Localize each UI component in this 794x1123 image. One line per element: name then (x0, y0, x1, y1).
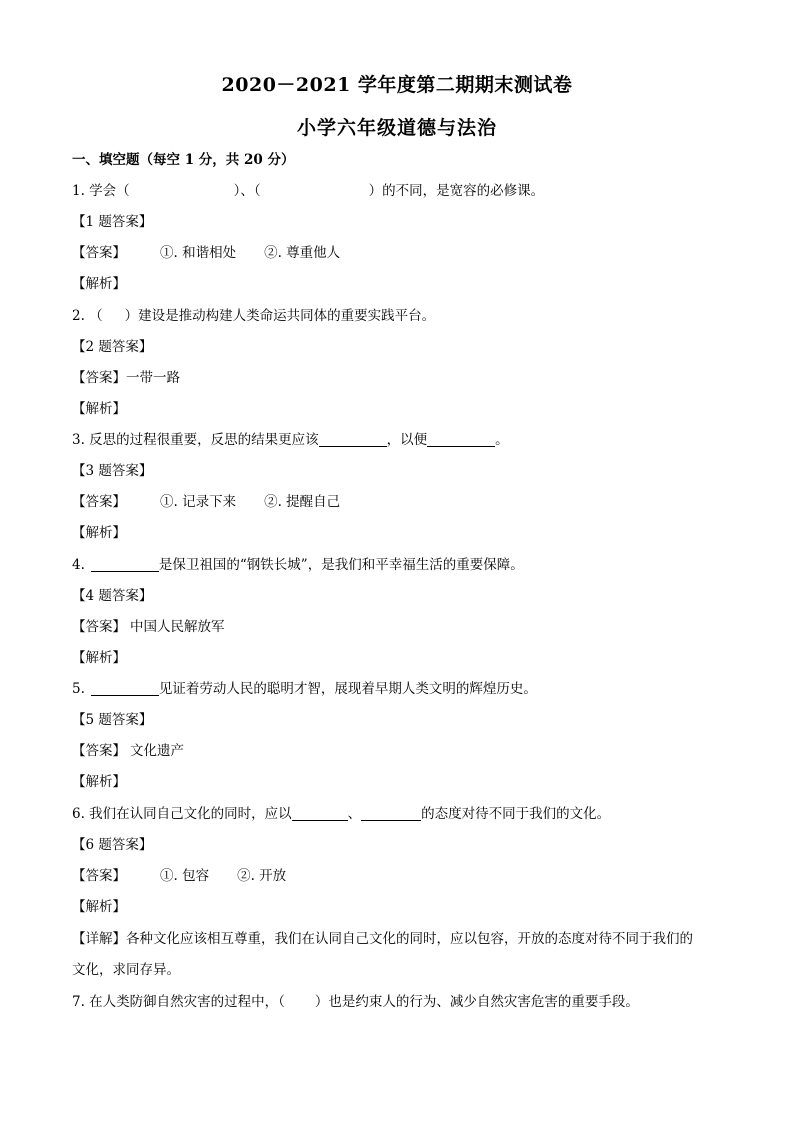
question-text: 、 (347, 806, 362, 822)
answer-key-heading: 【6 题答案】 (72, 837, 153, 853)
page-title: 2020－2021 学年度第二期期末测试卷 (221, 74, 573, 96)
answer-item: 文化遗产 (130, 743, 184, 759)
blank-line (91, 556, 159, 572)
question-7 (72, 992, 639, 1012)
analysis-heading: 【解析】 (72, 525, 126, 541)
answer-label: 【答案】 (72, 868, 126, 884)
answer-key-heading: 【1 题答案】 (72, 214, 153, 230)
answer-item: 一带一路 (126, 370, 180, 386)
question-text: 见证着劳动人民的聪明才智，展现着早期人类文明的辉煌历史。 (158, 681, 537, 697)
answer-item: ①. 记录下来 (160, 494, 237, 510)
question-6 (72, 804, 610, 824)
answer-line (72, 368, 180, 388)
question-text: 。 (495, 432, 509, 448)
answer-item: ②. 尊重他人 (264, 245, 341, 261)
blank-line (427, 431, 495, 447)
question-text: 1. 学会（ (72, 183, 130, 199)
answer-item: 中国人民解放军 (130, 619, 225, 635)
answer-line (72, 866, 286, 886)
answer-key-heading: 【3 题答案】 (72, 463, 153, 479)
question-text: 7. 在人类防御自然灾害的过程中，（ (72, 994, 285, 1010)
question-text: 6. 我们在认同自己文化的同时，应以 (72, 806, 292, 822)
answer-line (72, 492, 340, 512)
answer-label: 【答案】 (72, 743, 126, 759)
page-subtitle: 小学六年级道德与法治 (296, 117, 497, 139)
question-2 (72, 306, 435, 326)
answer-label: 【答案】 (72, 494, 126, 510)
answer-key-heading: 【5 题答案】 (72, 712, 153, 728)
question-4 (72, 555, 524, 575)
detail-text: 【详解】各种文化应该相互尊重，我们在认同自己文化的同时，应以包容，开放的态度对待不同于我们的 (72, 931, 693, 947)
blank-line (91, 680, 159, 696)
section-heading: 一、填空题（每空 1 分，共 20 分） (72, 152, 295, 168)
answer-line (72, 617, 225, 637)
analysis-heading: 【解析】 (72, 899, 126, 915)
question-text: 2. （ (72, 308, 103, 324)
detail-text: 文化，求同存异。 (72, 962, 180, 978)
answer-line (72, 243, 340, 263)
blank-line (319, 431, 387, 447)
blank-line (361, 805, 421, 821)
analysis-heading: 【解析】 (72, 401, 126, 417)
analysis-heading: 【解析】 (72, 650, 126, 666)
answer-label: 【答案】 (72, 245, 126, 261)
question-text: ，以便 (386, 432, 428, 448)
answer-label: 【答案】 (72, 370, 126, 386)
answer-key-heading: 【4 题答案】 (72, 588, 153, 604)
answer-item: ①. 和谐相处 (160, 245, 237, 261)
analysis-heading: 【解析】 (72, 774, 126, 790)
question-text: ）的不同，是宽容的必修课。 (368, 183, 545, 199)
question-text: 4. (72, 557, 85, 573)
question-text: ）、（ (233, 183, 261, 199)
question-text: 的态度对待不同于我们的文化。 (421, 806, 611, 822)
question-text: 5. (72, 681, 85, 697)
question-3 (72, 430, 509, 450)
analysis-heading: 【解析】 (72, 276, 126, 292)
answer-item: ①. 包容 (160, 868, 210, 884)
question-text: 3. 反思的过程很重要，反思的结果更应该 (72, 432, 319, 448)
question-text: 是保卫祖国的“钢铁长城”，是我们和平幸福生活的重要保障。 (158, 557, 524, 573)
blank-line (292, 805, 348, 821)
answer-item: ②. 开放 (237, 868, 287, 884)
question-1 (72, 181, 544, 201)
answer-item: ②. 提醒自己 (264, 494, 341, 510)
answer-key-heading: 【2 题答案】 (72, 339, 153, 355)
question-5 (72, 679, 537, 699)
question-text: ）也是约束人的行为、减少自然灾害危害的重要手段。 (314, 994, 639, 1010)
answer-label: 【答案】 (72, 619, 126, 635)
answer-line (72, 741, 184, 761)
question-text: ）建设是推动构建人类命运共同体的重要实践平台。 (124, 308, 436, 324)
